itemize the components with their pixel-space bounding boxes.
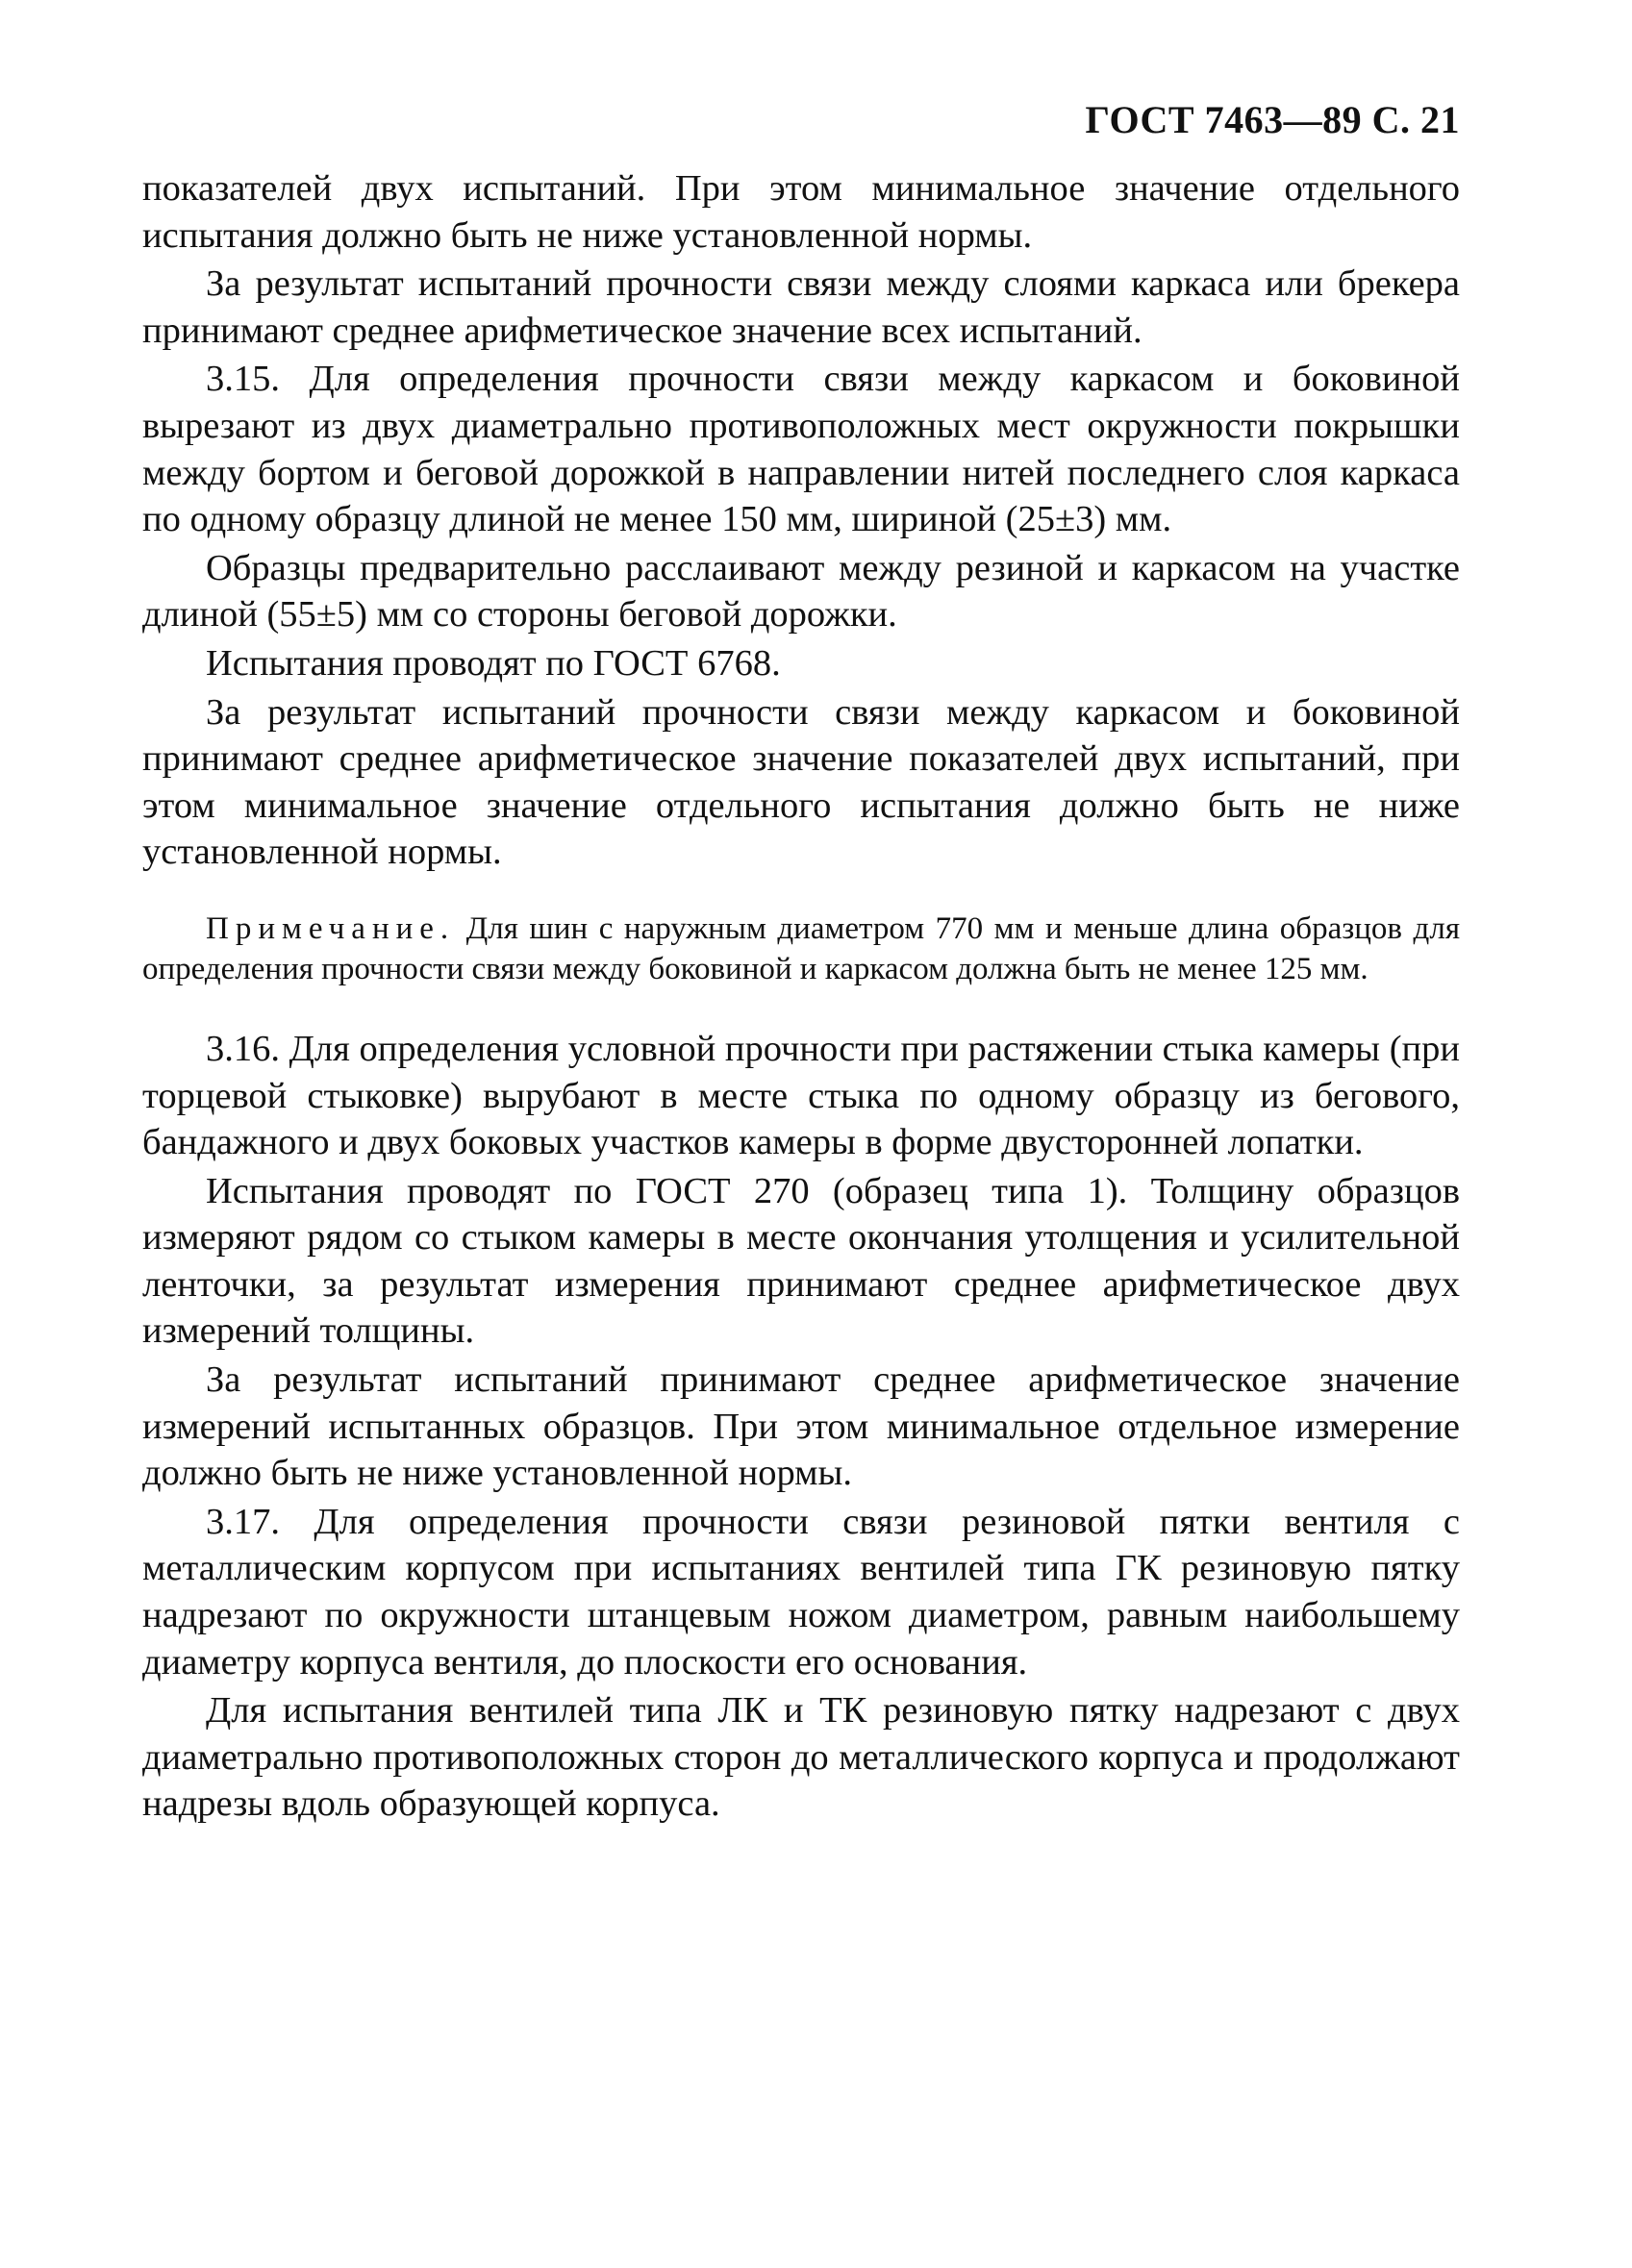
note-label: Примечание. bbox=[206, 910, 456, 946]
paragraph-3-15: 3.15. Для определения прочности связи между каркасом и боковиной вырезают из двух диаметрально противоположных мест окружности покрышки между бортом и беговой дорожкой в направлении нитей последнего слоя каркаса по одному образцу длиной не менее 150 мм, шириной (25±3) мм. bbox=[142, 359, 1460, 540]
paragraph-delamination: Образцы предварительно расслаивают между резиной и каркасом на участке длиной (55±5) мм со стороны беговой дорожки. bbox=[142, 547, 1460, 636]
paragraph-3-16: 3.16. Для определения условной прочности при растяжении стыка камеры (при торцевой стыковке) вырубают в месте стыка по одному образцу из бегового, бандажного и двух боковых участков камеры в форме двусторонней лопатки. bbox=[142, 1028, 1460, 1163]
paragraph-3-17: 3.17. Для определения прочности связи резиновой пятки вентиля с металлическим корпусом при испытаниях вентилей типа ГК резиновую пятку надрезают по окружности штанцевым ножом диаметром, равным наибольшему диаметру корпуса вентиля, до плоскости его основания. bbox=[142, 1501, 1460, 1682]
paragraph-valve-lk-tk: Для испытания вентилей типа ЛК и ТК резиновую пятку надрезают с двух диаметрально противоположных сторон до металлического корпуса и продолжают надрезы вдоль образующей корпуса. bbox=[142, 1690, 1460, 1825]
paragraph-test-method-6768: Испытания проводят по ГОСТ 6768. bbox=[206, 642, 781, 684]
note-text: Для шин с наружным диаметром 770 мм и меньше длина образцов для определения прочности связи между боковиной и каркасом должна быть не менее 125 мм. bbox=[142, 910, 1460, 986]
paragraph-sidewall-result: За результат испытаний прочности связи между каркасом и боковиной принимают среднее арифметическое значение показателей двух испытаний, при этом минимальное значение отдельного испытания должно быть не ниже установленной нормы. bbox=[142, 691, 1460, 873]
paragraph-continuation: показателей двух испытаний. При этом минимальное значение отдельного испытания должно быть не ниже установленной нормы. bbox=[142, 168, 1460, 256]
paragraph-joint-result: За результат испытаний принимают среднее арифметическое значение измерений испытанных образцов. При этом минимальное отдельное измерение должно быть не ниже установленной нормы. bbox=[142, 1359, 1460, 1494]
paragraph-interlayer-result: За результат испытаний прочности связи между слоями каркаса или брекера принимают среднее арифметическое значение всех испытаний. bbox=[142, 263, 1460, 351]
page-header: ГОСТ 7463—89 С. 21 bbox=[1085, 98, 1460, 141]
paragraph-test-method-270: Испытания проводят по ГОСТ 270 (образец типа 1). Толщину образцов измеряют рядом со стыком камеры в месте окончания утолщения и усилительной ленточки, за результат измерения принимают среднее арифметическое двух измерений толщины. bbox=[142, 1170, 1460, 1352]
document-page bbox=[142, 96, 1460, 1830]
note-block bbox=[142, 909, 1460, 989]
